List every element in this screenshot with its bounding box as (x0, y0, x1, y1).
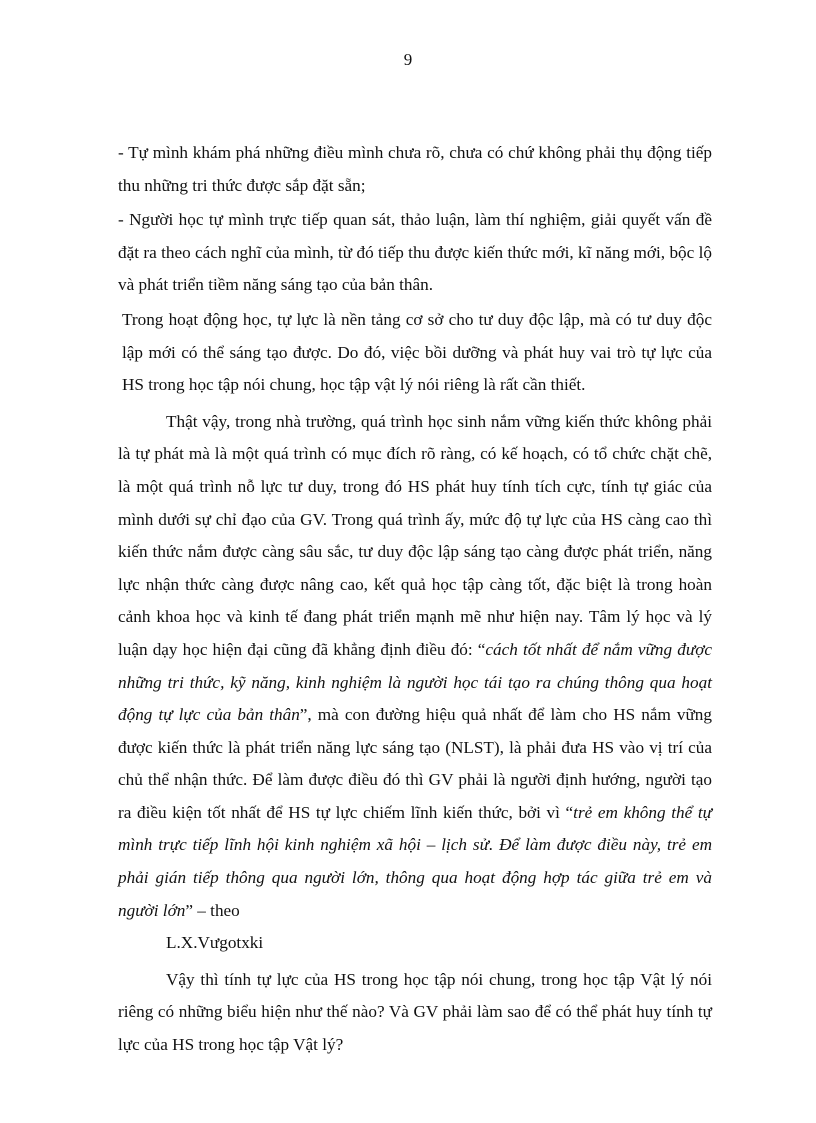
quote-best-way: cách tốt nhất để nắm vững được những tri thức, kỹ năng, kinh nghiệm là người học tái tạo ra chúng thông qua hoạt động tự lực của bản thân (118, 639, 712, 725)
author-name: L.X.Vưgotxki (166, 933, 264, 953)
paragraph-text: ”, mà con đường hiệu quả nhất để làm cho HS nắm vững được kiến thức là phát triển năng lực sáng tạo (NLST), là phải đưa HS vào vị trí của chủ thể nhận thức. Để làm được điều đó thì GV phải là người định hướng, người tạo ra điều kiện tốt nhất để HS tự lực chiếm lĩnh kiến thức, bởi vì “ (118, 705, 712, 822)
paragraph-school-learning (118, 406, 712, 960)
document-body (118, 137, 712, 1062)
paragraph-question: Vậy thì tính tự lực của HS trong học tập nói chung, trong học tập Vật lý nói riêng có những biểu hiện như thế nào? Và GV phải làm sao để có thể phát huy tính tự lực của HS trong học tập Vật lý? (118, 969, 712, 1055)
paragraph-self-reliance: Trong hoạt động học, tự lực là nền tảng cơ sở cho tư duy độc lập, mà có tư duy độc lập mới có thể sáng tạo được. Do đó, việc bồi dưỡng và phát huy vai trò tự lực của HS trong học tập nói chung, học tập vật lý nói riêng là rất cần thiết. (122, 309, 712, 395)
paragraph-text: ” – theo (185, 900, 240, 920)
paragraph-text: Thật vậy, trong nhà trường, quá trình học sinh nắm vững kiến thức không phải là tự phát mà là một quá trình có mục đích rõ ràng, có kế hoạch, có tổ chức chặt chẽ, là một quá trình nỗ lực tư duy, trong đó HS phát huy tính tích cực, tính tự giác của mình dưới sự chỉ đạo của GV. Trong quá trình ấy, mức độ tự lực của HS càng cao thì kiến thức nắm được càng sâu sắc, tư duy độc lập sáng tạo càng được phát triển, năng lực nhận thức càng được nâng cao, kết quả học tập càng tốt, đặc biệt là trong hoàn cảnh khoa học và kinh tế đang phát triển mạnh mẽ như hiện nay. Tâm lý học và lý luận dạy học hiện đại cũng đã khẳng định điều đó: “ (118, 411, 712, 659)
page-number: 9 (403, 50, 413, 69)
quote-vygotsky: trẻ em không thể tự mình trực tiếp lĩnh hội kinh nghiệm xã hội – lịch sử. Để làm được điều này, trẻ em phải gián tiếp thông qua người lớn, thông qua hoạt động hợp tác giữa trẻ em và người lớn (118, 802, 712, 920)
paragraph-bullet-observe: - Người học tự mình trực tiếp quan sát, thảo luận, làm thí nghiệm, giải quyết vấn đề đặt ra theo cách nghĩ của mình, từ đó tiếp thu được kiến thức mới, kĩ năng mới, bộc lộ và phát triển tiềm năng sáng tạo của bản thân. (118, 210, 712, 295)
paragraph-bullet-explore: - Tự mình khám phá những điều mình chưa rõ, chưa có chứ không phải thụ động tiếp thu những tri thức được sắp đặt sẵn; (118, 143, 712, 195)
